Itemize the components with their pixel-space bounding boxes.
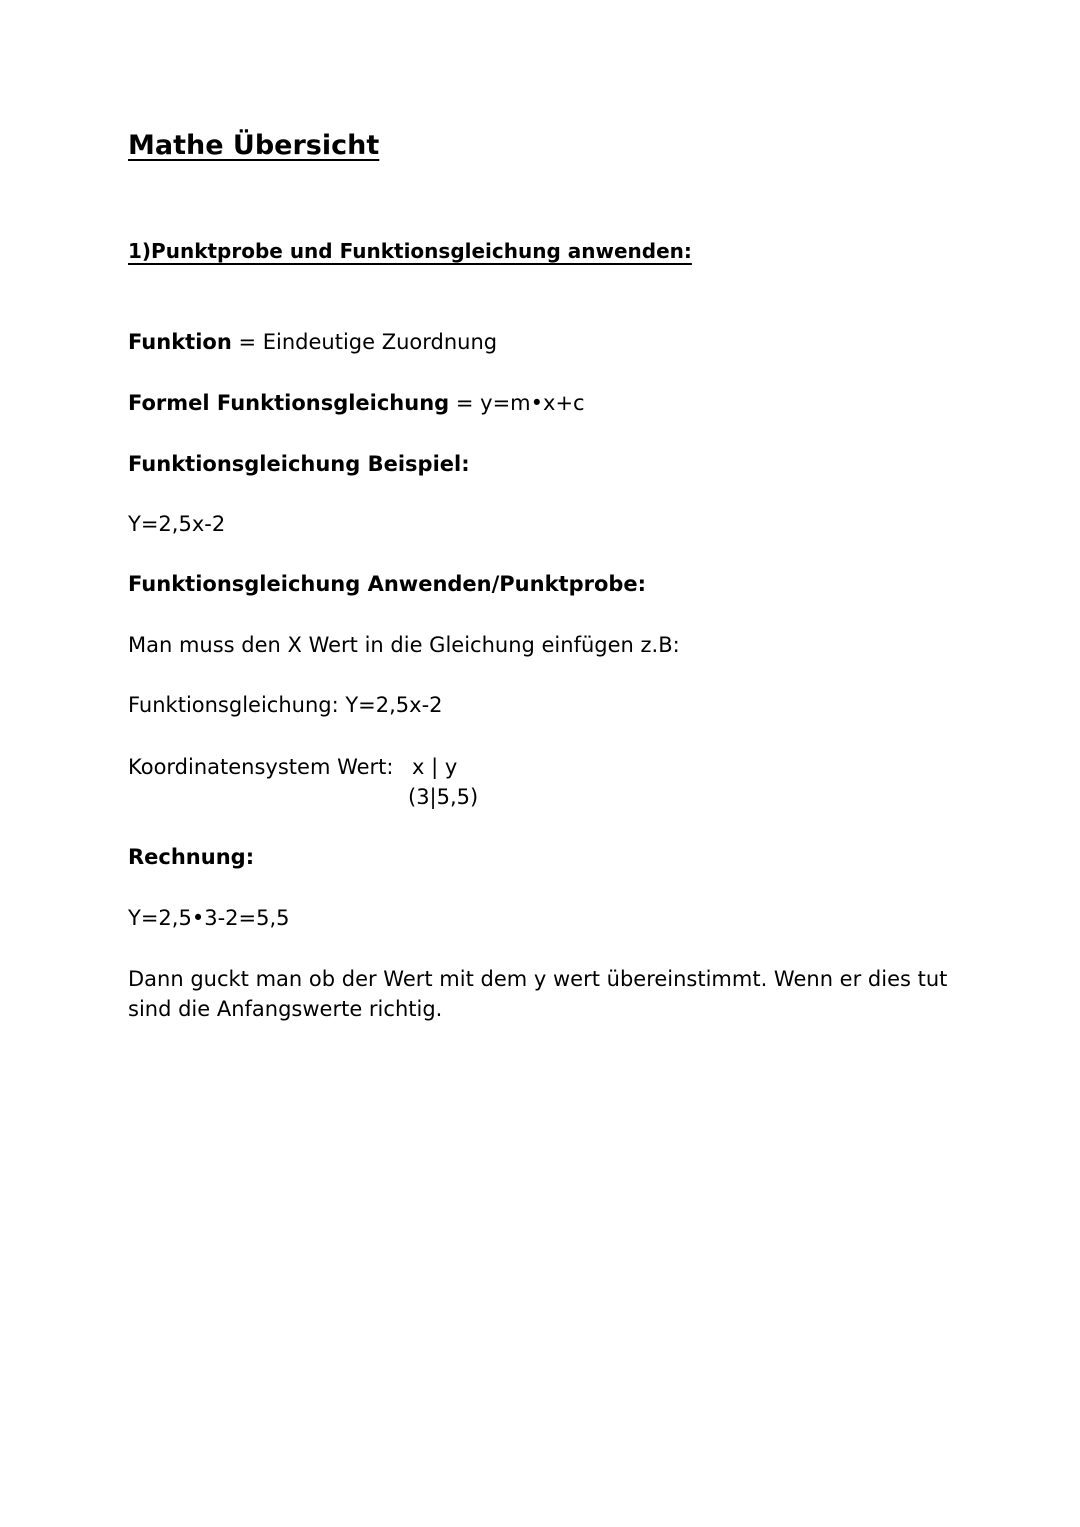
formula-term: Formel Funktionsgleichung — [128, 391, 450, 415]
definition-term: Funktion — [128, 330, 232, 354]
definition-separator: = — [231, 330, 263, 354]
definition-line — [128, 327, 497, 357]
coordinate-block — [408, 752, 478, 812]
equation-line: Funktionsgleichung: Y=2,5x-2 — [128, 693, 443, 717]
formula-text: y=m•x+c — [480, 391, 585, 415]
section-heading: 1)Punktprobe und Funktionsgleichung anwenden: — [128, 239, 692, 263]
coordinate-value: (3|5,5) — [408, 785, 479, 809]
page-title: Mathe Übersicht — [128, 130, 380, 161]
coordinate-header: x | y — [412, 755, 458, 779]
example-heading: Funktionsgleichung Beispiel: — [128, 452, 470, 476]
formula-line — [128, 388, 585, 418]
calculation-heading: Rechnung: — [128, 845, 255, 869]
conclusion-paragraph: Dann guckt man ob der Wert mit dem y wert übereinstimmt. Wenn er dies tut sind die Anfangswerte richtig. — [128, 967, 948, 1021]
instruction-text: Man muss den X Wert in die Gleichung einfügen z.B: — [128, 633, 680, 657]
example-equation: Y=2,5x-2 — [128, 512, 226, 536]
definition-text: Eindeutige Zuordnung — [262, 330, 498, 354]
calculation-text: Y=2,5•3-2=5,5 — [128, 906, 290, 930]
coordinate-label: Koordinatensystem Wert: — [128, 755, 394, 779]
apply-heading: Funktionsgleichung Anwenden/Punktprobe: — [128, 572, 647, 596]
formula-separator: = — [449, 391, 481, 415]
